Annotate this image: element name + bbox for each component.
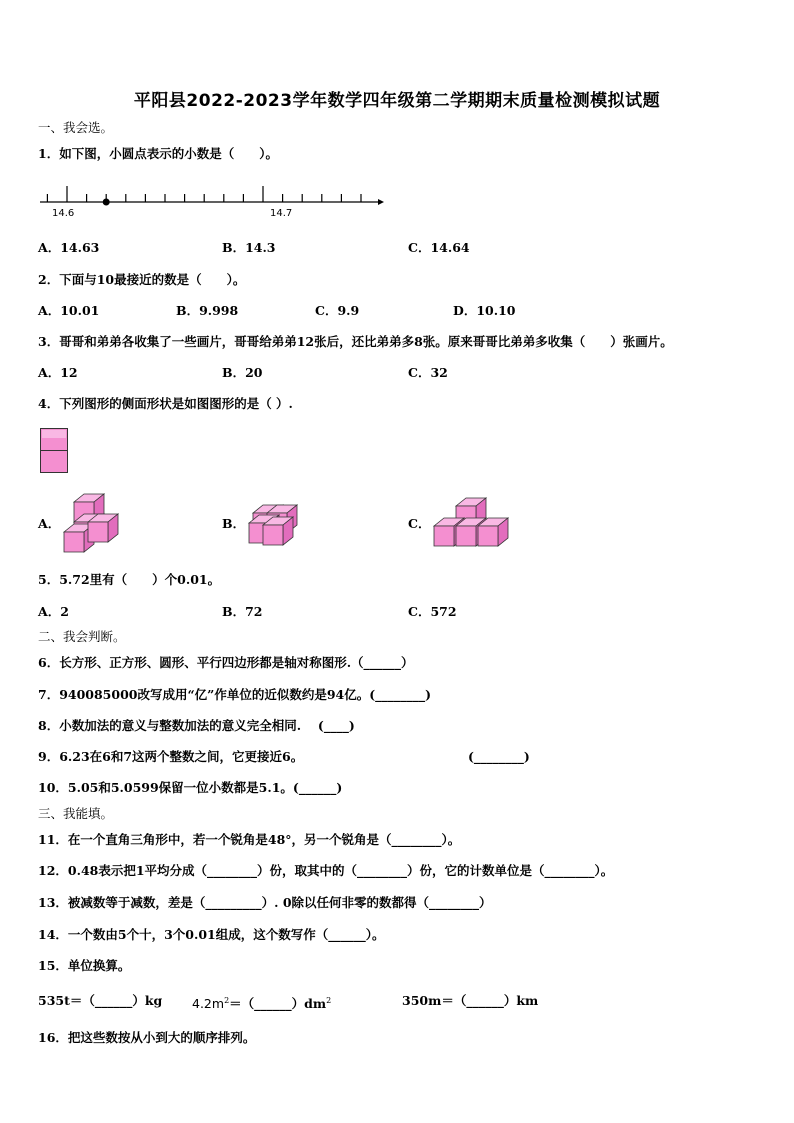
- question-8: 8．小数加法的意义与整数加法的意义完全相同. (____): [38, 718, 355, 733]
- question-9-blank[interactable]: (________): [468, 749, 530, 764]
- number-line-dot: [103, 199, 110, 206]
- q3-option-c[interactable]: C．32: [408, 365, 448, 380]
- number-line: [40, 182, 400, 222]
- q5-option-c[interactable]: C．572: [408, 604, 457, 619]
- question-10: 10．5.05和5.0599保留一位小数都是5.1。(______): [38, 780, 343, 795]
- q15-conversion-b[interactable]: [192, 993, 331, 1012]
- page-title: 平阳县2022-2023学年数学四年级第二学期期末质量检测模拟试题: [133, 91, 661, 111]
- cube-front-face: [434, 526, 454, 546]
- question-13: 13．被减数等于减数，差是（_________）. 0除以任何非零的数都得（________）: [38, 895, 492, 910]
- number-line-label-right: 14.7: [270, 208, 293, 219]
- q4-option-c[interactable]: C．: [408, 516, 431, 531]
- question-2: 2．下面与10最接近的数是（ ）。: [38, 272, 246, 287]
- q5-option-a[interactable]: A．2: [38, 604, 69, 619]
- q4-figure-c: [430, 492, 520, 557]
- question-14: 14．一个数由5个十，3个0.01组成，这个数写作（______）。: [38, 927, 385, 942]
- question-12: 12．0.48表示把1平均分成（________）份，取其中的（________）份，它的计数单位是（________）。: [38, 863, 614, 878]
- question-7: 7．940085000改写成用“亿”作单位的近似数约是94亿。(________): [38, 687, 432, 702]
- question-9: 9．6.23在6和7这两个整数之间，它更接近6。: [38, 749, 304, 764]
- q4-figure-a: [60, 490, 130, 560]
- q4-option-a[interactable]: A．: [38, 516, 61, 531]
- question-5: 5．5.72里有（ ）个0.01。: [38, 572, 221, 587]
- q15-conversion-a[interactable]: 535t＝（______）kg: [38, 993, 163, 1008]
- cube-front-face: [88, 522, 108, 542]
- q4-figure-b: [245, 495, 315, 555]
- question-4: 4．下列图形的侧面形状是如图图形的是（ ）.: [38, 396, 293, 411]
- q1-option-c[interactable]: C．14.64: [408, 240, 470, 255]
- question-11: 11．在一个直角三角形中，若一个锐角是48°，另一个锐角是（________）。: [38, 832, 461, 847]
- q15-b-exponent-2: 2: [326, 996, 332, 1005]
- section-heading-1: 一、我会选。: [38, 120, 114, 135]
- question-3: 3．哥哥和弟弟各收集了一些画片，哥哥给弟弟12张后，还比弟弟多8张。原来哥哥比弟弟多收集（ ）张画片。: [38, 334, 673, 349]
- question-1: 1．如下图，小圆点表示的小数是（ ）。: [38, 146, 278, 161]
- q15-conversion-c[interactable]: 350m＝（______）km: [402, 993, 539, 1008]
- question-16: 16．把这些数按从小到大的顺序排列。: [38, 1030, 256, 1045]
- q4-option-b[interactable]: B．: [222, 516, 246, 531]
- question-6: 6．长方形、正方形、圆形、平行四边形都是轴对称图形.（______）: [38, 655, 414, 670]
- cube-front-face: [64, 532, 84, 552]
- cube-front-face: [263, 525, 283, 545]
- section-heading-3: 三、我能填。: [38, 806, 114, 821]
- q2-option-a[interactable]: A．10.01: [38, 303, 100, 318]
- q2-option-d[interactable]: D．10.10: [453, 303, 516, 318]
- cube-front-face: [478, 526, 498, 546]
- q1-option-b[interactable]: B．14.3: [222, 240, 276, 255]
- q5-option-b[interactable]: B．72: [222, 604, 263, 619]
- q2-option-b[interactable]: B．9.998: [176, 303, 239, 318]
- q2-option-c[interactable]: C．9.9: [315, 303, 360, 318]
- q15-b-value: 4.2m: [192, 996, 225, 1012]
- q15-b-blank: ＝（______）dm: [229, 996, 327, 1012]
- side-view-figure: [40, 428, 70, 474]
- question-15: 15．单位换算。: [38, 958, 131, 973]
- q3-option-b[interactable]: B．20: [222, 365, 263, 380]
- number-line-label-left: 14.6: [52, 208, 75, 219]
- q1-option-a[interactable]: A．14.63: [38, 240, 100, 255]
- q3-option-a[interactable]: A．12: [38, 365, 78, 380]
- cube-front-face: [456, 526, 476, 546]
- section-heading-2: 二、我会判断。: [38, 629, 126, 644]
- q15-b-exponent: 2: [224, 996, 230, 1005]
